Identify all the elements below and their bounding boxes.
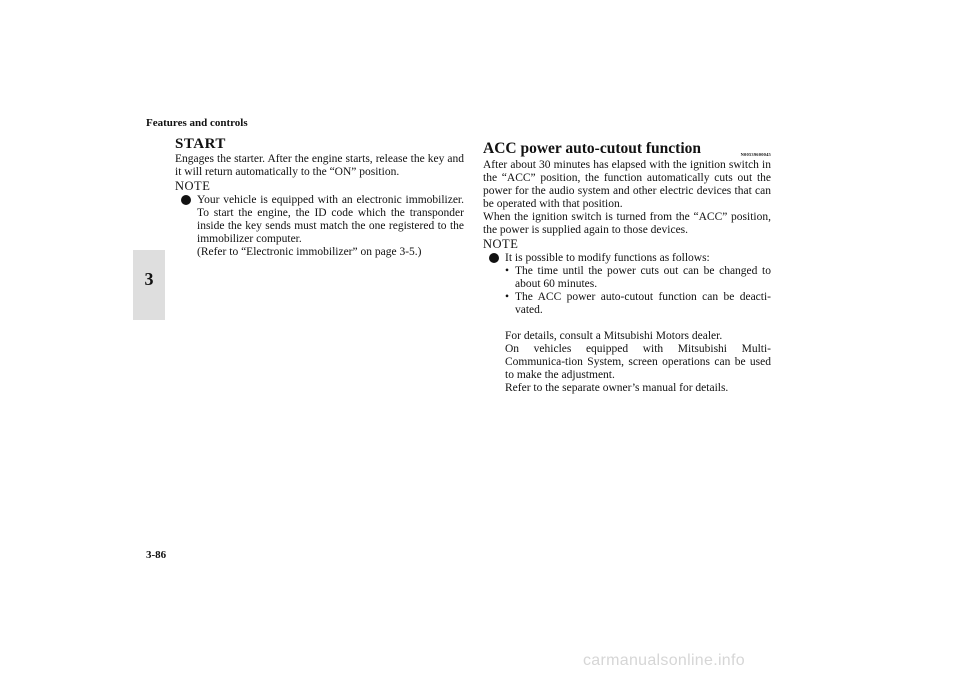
acc-body-2: When the ignition switch is turned from the “ACC” position, the power is supplied again to those devices. xyxy=(483,211,771,236)
sub-bullet-icon: • xyxy=(505,291,510,303)
acc-note-intro: It is possible to modify functions as follows: xyxy=(505,252,710,264)
acc-body-1: After about 30 minutes has elapsed with the ignition switch in the “ACC” position, the function automatically cuts out the power for the audio system and other electric devices that can be operated with that position. xyxy=(483,159,771,210)
list-item-text: The ACC power auto-cutout function can be deacti-vated. xyxy=(515,291,771,316)
list-item xyxy=(483,291,771,317)
acc-details-2: On vehicles equipped with Mitsubishi Multi-Communica-tion System, screen operations can be used to make the adjustment. xyxy=(505,343,771,381)
acc-heading-row xyxy=(483,139,771,159)
acc-note-item xyxy=(483,252,771,265)
acc-details-3: Refer to the separate owner’s manual for details. xyxy=(505,382,729,394)
start-heading: START xyxy=(175,136,226,152)
start-note-item xyxy=(175,194,464,259)
start-note-text: Your vehicle is equipped with an electronic immobilizer. To start the engine, the ID code which the transponder inside the key sends must match the one registered to the immobilizer computer. xyxy=(197,194,464,245)
acc-section xyxy=(483,139,771,395)
watermark: carmanualsonline.info xyxy=(583,652,745,669)
acc-note-label: NOTE xyxy=(483,237,519,251)
acc-heading: ACC power auto-cutout function xyxy=(483,140,702,157)
start-body: Engages the starter. After the engine starts, release the key and it will return automatically to the “ON” position. xyxy=(175,153,464,178)
start-note-ref: (Refer to “Electronic immobilizer” on page 3-5.) xyxy=(197,246,422,258)
section-header: Features and controls xyxy=(146,117,248,129)
sub-bullet-icon: • xyxy=(505,265,510,277)
bullet-dot-icon xyxy=(181,195,191,205)
chapter-number: 3 xyxy=(144,269,154,289)
list-item-text: The time until the power cuts out can be changed to about 60 minutes. xyxy=(515,265,771,290)
start-section xyxy=(175,135,464,259)
start-note-label: NOTE xyxy=(175,179,211,193)
acc-details-1: For details, consult a Mitsubishi Motors dealer. xyxy=(505,330,723,342)
page-number: 3-86 xyxy=(146,549,167,561)
list-item xyxy=(483,265,771,291)
chapter-tab xyxy=(133,250,165,320)
acc-code: N00539600045 xyxy=(740,152,771,157)
bullet-dot-icon xyxy=(489,253,499,263)
